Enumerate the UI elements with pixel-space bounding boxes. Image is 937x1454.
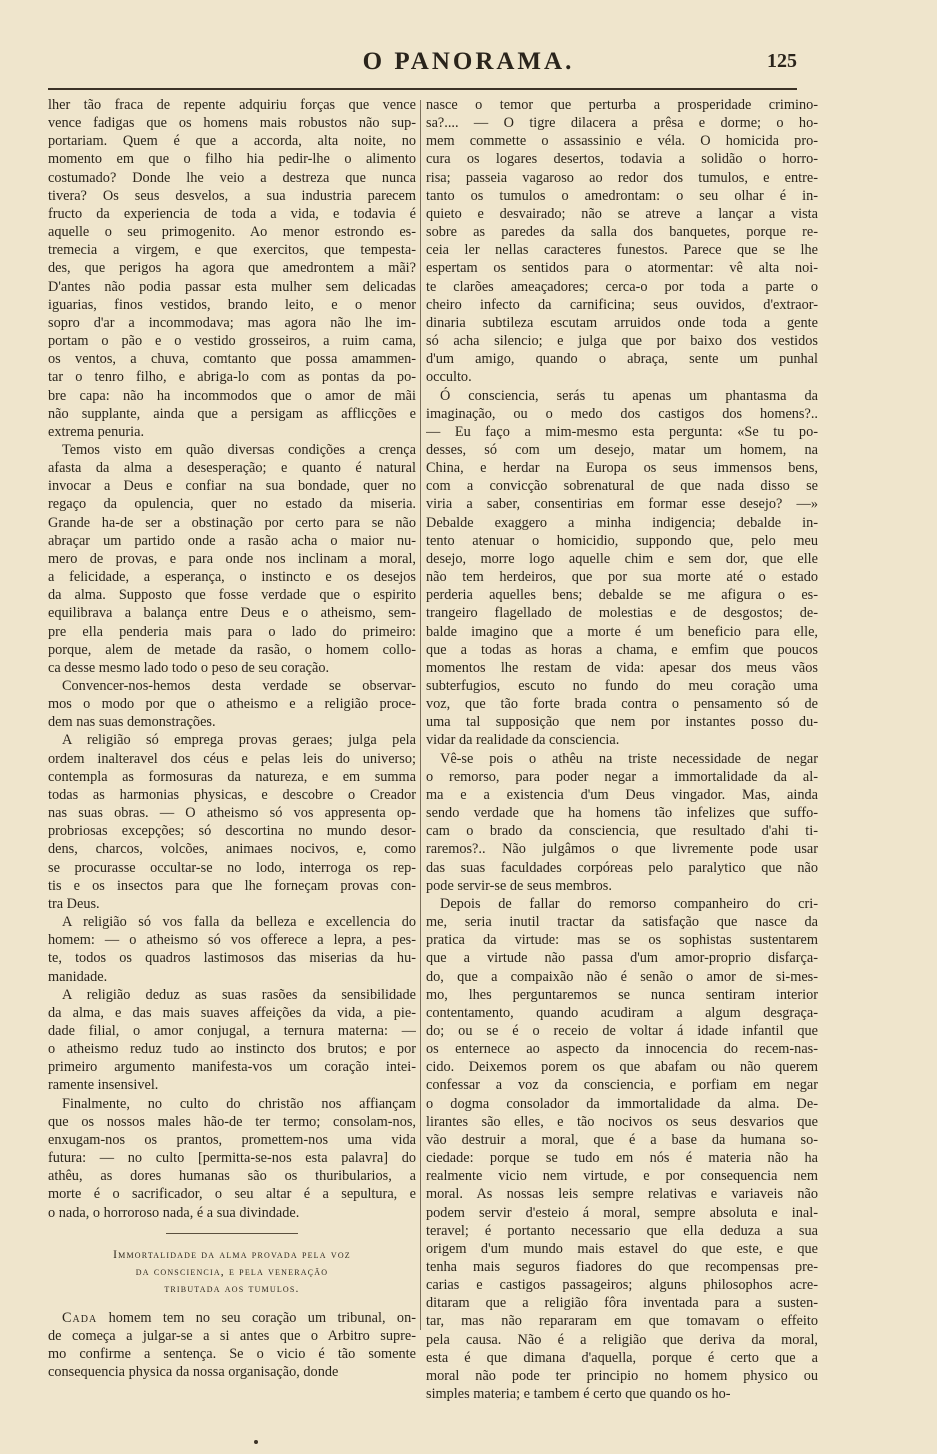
text-line: moral. As nossas leis sempre relativas e variaveis não xyxy=(426,1186,818,1203)
section-divider xyxy=(48,1222,416,1246)
text-line: só acha silencio; e julga que por baixo dos vestidos xyxy=(426,333,818,350)
right-text-block xyxy=(426,96,818,1403)
text-line: ordem inalteravel dos céus e pelas leis do universo; xyxy=(48,750,416,767)
column-divider xyxy=(420,100,421,1330)
text-line: abraçar um partido onde a rasão acha o maior nu- xyxy=(48,532,416,549)
text-line: cheiro infecto da carnificina; seus ouvidos, d'extraor- xyxy=(426,296,818,313)
text-line: porque, alem de metade da rasão, o homem collo- xyxy=(48,641,416,658)
text-line: subterfugios, escuto no fundo do meu coração uma xyxy=(426,678,818,694)
text-line: moral não pode ter principio no homem physico ou xyxy=(426,1367,818,1384)
text-line: tar o tenro filho, e abriga-lo com as pontas da po- xyxy=(48,369,416,386)
text-line: cura os logares desertos, todavia a solidão o horro- xyxy=(426,151,818,168)
opening-word: Cada xyxy=(62,1309,98,1326)
text-line: aquelle o seu primogenito. Ao menor estrondo es- xyxy=(48,224,416,241)
text-line: ditaram que a religião fôra inventada para a susten- xyxy=(426,1295,818,1312)
text-line: Debalde exaggero a minha indigencia; debalde in- xyxy=(426,514,818,531)
page-number: 125 xyxy=(767,50,797,72)
text-line: pode servir-se de seus membros. xyxy=(426,877,612,894)
text-line: cam o brado da consciencia, que resultado d'ahi ti- xyxy=(426,823,818,840)
text-line: momento em que o filho hia pedir-lhe o alimento xyxy=(48,151,416,168)
text-line: portariam. Quem é que a accorda, alta noite, no xyxy=(48,133,416,150)
text-line: contentamento, quando acudiram a algum desgraça- xyxy=(426,1004,818,1021)
text-line: A religião deduz as suas rasões da sensibilidade xyxy=(62,986,416,1003)
text-line: mero de provas, e para onde nos inclinam a moral, xyxy=(48,550,416,567)
heading-line: da consciencia, e pela veneração xyxy=(135,1264,329,1278)
text-line: morte é o sacrificador, o seu altar é a sepultura, e xyxy=(48,1186,416,1203)
text-line: Cada homem tem no seu coração um tribunal, on- xyxy=(62,1309,416,1326)
text-line: sa?.... — O tigre dilacera a prêsa e dorme; o ho- xyxy=(426,115,818,132)
text-line: Depois de fallar do remorso companheiro do cri- xyxy=(440,895,818,912)
text-line: invocar a Deus e confiar na sua bondade, quer no xyxy=(48,478,416,495)
text-line: realmente vicio nem virtude, e por consequencia nem xyxy=(426,1168,818,1185)
text-line: manidade. xyxy=(48,968,108,985)
text-line: viria a saber, consentirias em formar esse desejo? —» xyxy=(426,496,818,513)
text-line: tento atenuar o homicidio, suppondo que, pelo meu xyxy=(426,532,818,549)
heading-line: Immortalidade da alma provada pela voz xyxy=(113,1247,351,1261)
right-column xyxy=(426,96,818,1403)
text-line: athêu, as dores humanas são os thuribularios, a xyxy=(48,1168,416,1185)
text-line: da alma, e das mais suaves affeições da vida, a pie- xyxy=(48,1004,416,1021)
text-line: que a todas as horas a chama, e emfim que poucos xyxy=(426,641,818,658)
text-line: mem commette o assassinio e véla. O homicida pro- xyxy=(426,133,818,150)
text-line: vidar da realidade da consciencia. xyxy=(426,732,620,749)
text-line: dade filial, o amor conjugal, a ternura materna: — xyxy=(48,1022,416,1039)
text-line: todas as harmonias physicas, e descobre o Creador xyxy=(48,786,416,803)
text-line: dem nas suas demonstrações. xyxy=(48,714,216,731)
text-line: probriosas excepções; só descortina no mundo desor- xyxy=(48,823,416,840)
text-line: pratica da virtude: mas se os sophistas sustentarem xyxy=(426,932,818,949)
text-line: das suas faculdades corpóreas pelo paralytico que não xyxy=(426,859,818,876)
text-line: o remorso, para poder negar a immortalidade da al- xyxy=(426,768,818,785)
text-line: regaço da opulencia, quer no estado da miseria. xyxy=(48,496,416,513)
text-line: Convencer-nos-hemos desta verdade se observar- xyxy=(62,678,416,694)
text-line: nas suas obras. — O atheismo só vos appresenta op- xyxy=(48,805,416,822)
text-line: lher tão fraca de repente adquiriu forças que vence xyxy=(48,97,416,113)
text-line: que a virtude não passa d'um amor-proprio disfarça- xyxy=(426,950,818,967)
text-line: enxugam-nos os prantos, promettem-nos uma vida xyxy=(48,1131,416,1148)
text-line: imaginação, ou o medo dos castigos dos homens?.. xyxy=(426,405,818,422)
text-line: a felicidade, a esperança, o instincto e os desejos xyxy=(48,569,416,586)
text-line: contempla as formosuras da natureza, e em summa xyxy=(48,768,416,785)
text-line: origem d'um mundo mais estavel do que este, e que xyxy=(426,1240,818,1257)
text-line: sendo verdade que ha homens tão infelizes que suffo- xyxy=(426,805,818,822)
text-line: quieto e desvairado; não se atreve a lançar a vista xyxy=(426,205,818,222)
text-line: tenha mais seguros fiadores do que recompensas pre- xyxy=(426,1259,818,1275)
text-line: esta é que dimana d'aquella, porque é certo que a xyxy=(426,1349,818,1366)
text-line: homem: — o atheismo só vos offerece a lepra, a pes- xyxy=(48,932,416,949)
text-line: futura: — no culto [permitta-se-nos esta palavra] do xyxy=(48,1150,416,1167)
text-line: te clarões ameaçadores; cerca-o por toda a parte o xyxy=(426,278,818,295)
text-line: espertam os sentidos para o atormentar: vê alta noi- xyxy=(426,260,818,277)
left-text-block-2 xyxy=(48,1309,416,1382)
text-line: mo confirme a sentença. Se o vicio é tão somente xyxy=(48,1346,416,1362)
text-line: — Eu faço a mim-mesmo esta pergunta: «Se tu po- xyxy=(426,423,818,440)
text-line: do, que a compaixão não é senão o amor de si-mes- xyxy=(426,968,818,985)
text-line: tra Deus. xyxy=(48,895,100,912)
text-line: portam o pão e o vestido grosseiros, a ruim cama, xyxy=(48,333,416,350)
text-line: cido. Deixemos porem os que abafam ou não querem xyxy=(426,1059,818,1076)
text-line: pela causa. Não é a religião que deriva da moral, xyxy=(426,1331,818,1348)
text-line: com a convicção sobrenatural de que nada disso se xyxy=(426,478,818,495)
text-line: vão destruir a moral, que é a base da humana so- xyxy=(426,1131,818,1148)
text-line: podem servir d'esteio á moral, sempre absoluta e inal- xyxy=(426,1204,818,1221)
text-line: não supplante, ainda que a persigam as afflicções e xyxy=(48,405,416,422)
text-line: D'antes não podia passar esta mulher sem delicadas xyxy=(48,278,416,295)
left-column xyxy=(48,96,416,1381)
text-line: te, todos os quadros lastimosos das miserias da hu- xyxy=(48,950,416,967)
text-line: trangeiro flagellado de molestias e de desgostos; de- xyxy=(426,605,818,622)
text-line: de começa a julgar-se a si antes que o Arbitro supre- xyxy=(48,1327,416,1344)
text-line: pre ella penderia mais para o lado do primeiro: xyxy=(48,623,416,640)
text-line: tremecia a virgem, e que exercitos, que tempesta- xyxy=(48,242,416,259)
text-line: bre capa: não ha incommodos que o amor de mãi xyxy=(48,387,416,404)
text-line: Vê-se pois o athêu na triste necessidade de negar xyxy=(440,750,818,767)
text-line: lirantes são elles, e tão nocivos os seus desvarios que xyxy=(426,1113,818,1130)
text-line: os ventos, a chuva, comtanto que possa amammen- xyxy=(48,351,416,368)
heading-line: tributada aos tumulos. xyxy=(164,1281,300,1295)
text-line: sopro d'ar a incommodava; mas agora não lhe im- xyxy=(48,314,416,331)
text-line: ma e a existencia d'um Deus vingador. Mas, ainda xyxy=(426,786,818,803)
text-line: ceia ler nellas caracteres funestos. Parece que se lhe xyxy=(426,242,818,259)
text-line: primeiro argumento manifesta-vos um coração intei- xyxy=(48,1059,416,1076)
section-heading xyxy=(48,1246,416,1297)
text-line: sobre as paredes da salla dos banquetes, porque re- xyxy=(426,224,818,241)
text-line: equilibrava a balança entre Deus e o atheismo, sem- xyxy=(48,605,416,622)
text-line: consequencia physica da nossa organisação, donde xyxy=(48,1364,339,1381)
text-line: Finalmente, no culto do christão nos affiançam xyxy=(62,1095,416,1112)
text-line: A religião só emprega provas geraes; julga pela xyxy=(62,732,416,749)
text-line: o atheismo reduz tudo ao instincto dos brutos; e por xyxy=(48,1041,416,1058)
header-rule xyxy=(48,88,797,90)
text-line: não tem herdeiros, que por sua morte até o estado xyxy=(426,569,818,586)
text-line: risa; passeia vagaroso ao redor dos tumulos, e entre- xyxy=(426,169,818,186)
text-line: desses, só com um desejo, matar um homem, na xyxy=(426,441,818,458)
text-line: fructo da experiencia de toda a vida, e todavia é xyxy=(48,205,416,222)
text-line: dinaria subtileza escutam arruidos onde toda a gente xyxy=(426,314,818,331)
text-line: d'um amigo, quando o abraça, sente um punhal xyxy=(426,351,818,368)
text-line: vence fadigas que os homens mais robustos não sup- xyxy=(48,115,416,132)
text-line: afasta da alma a desesperação; e quanto é natural xyxy=(48,460,416,477)
text-line: tis e os insectos para que lhe forneçam provas con- xyxy=(48,877,416,894)
text-line: iguarias, finos vestidos, brando leito, e o menor xyxy=(48,296,416,313)
text-line: tar, mas não repararam em que tomavam o effeito xyxy=(426,1313,818,1330)
text-line: dens, charcos, volcões, animaes nocivos, e, como xyxy=(48,841,416,858)
running-title: O PANORAMA. xyxy=(362,48,575,75)
left-text-block xyxy=(48,96,416,1222)
text-line: o nada, o horroroso nada, é a sua divindade. xyxy=(48,1204,300,1221)
text-line: desejo, morre logo aquelle chim e sem dor, que elle xyxy=(426,550,818,567)
text-line: da alma. Supposto que fosse verdade que o espirito xyxy=(48,587,416,604)
text-line: ramente insensivel. xyxy=(48,1077,159,1094)
text-line: perderia aquelles bens; debalde se me afigura o es- xyxy=(426,587,818,604)
text-line: A religião só vos falla da belleza e excellencia do xyxy=(62,914,416,931)
text-line: des, que perigos ha agora que amedrontem a mãi? xyxy=(48,260,416,277)
text-line: carias e castigos passageiros; alguns philosophos acre- xyxy=(426,1277,818,1294)
text-line: nasce o temor que perturba a prosperidade crimino- xyxy=(426,97,818,113)
text-line: simples materia; e tambem é certo que quando os ho- xyxy=(426,1386,731,1403)
ink-smudge xyxy=(254,1440,258,1444)
text-line: China, e herdar na Europa os seus immensos bens, xyxy=(426,460,818,477)
text-line: se procurasse occultar-se no lodo, interroga os rep- xyxy=(48,859,416,876)
running-head xyxy=(0,48,937,88)
text-line: momentos lhe restam de vida: apesar dos meus vãos xyxy=(426,659,818,676)
text-line: os enternece ao aspecto da innocencia do recem-nas- xyxy=(426,1041,818,1058)
text-line: ca desse mesmo lado todo o peso de seu coração. xyxy=(48,659,330,676)
text-line: confessar a voz da consciencia, e porfiam em negar xyxy=(426,1077,818,1094)
text-line: tivera? Os seus desvelos, a sua industria parecem xyxy=(48,187,416,204)
text-line: mos o modo por que o atheismo e a religião proce- xyxy=(48,696,416,713)
text-line: tanto os tumulos o amedrontam: o seu olhar é in- xyxy=(426,187,818,204)
text-line: que os nossos males hão-de ter termo; consolam-nos, xyxy=(48,1113,416,1130)
text-line: voz, que tão forte brada contra o pensamento só de xyxy=(426,696,818,713)
text-line: me, seria inutil tractar da satisfação que nasce da xyxy=(426,914,818,931)
text-line: Ó consciencia, serás tu apenas um phantasma da xyxy=(440,387,818,404)
text-line: teravel; é portanto necessario que ella deduza a sua xyxy=(426,1222,818,1239)
text-line: Grande ha-de ser a obstinação por certo para se não xyxy=(48,514,416,531)
text-line: balde imagino que a morte é um beneficio para elle, xyxy=(426,623,818,640)
text-line: raremos?.. Não julgâmos o que livremente pode usar xyxy=(426,841,818,858)
text-line: ciedade: porque se tudo em nós é materia não ha xyxy=(426,1150,818,1167)
text-line: mo, lhes perguntaremos se nunca sentiram interior xyxy=(426,986,818,1003)
text-line: o dogma consolador da immortalidade da alma. De- xyxy=(426,1095,818,1112)
text-line: do; ou se é o receio de voltar á idade infantil que xyxy=(426,1022,818,1039)
text-line: Temos visto em quão diversas condições a crença xyxy=(62,441,416,458)
text-line: uma tal supposição que nem por instantes posso du- xyxy=(426,714,818,731)
text-line: occulto. xyxy=(426,369,472,386)
text-line: extrema penuria. xyxy=(48,423,145,440)
text-line: costumado? Donde lhe veio a destreza que nunca xyxy=(48,169,416,186)
